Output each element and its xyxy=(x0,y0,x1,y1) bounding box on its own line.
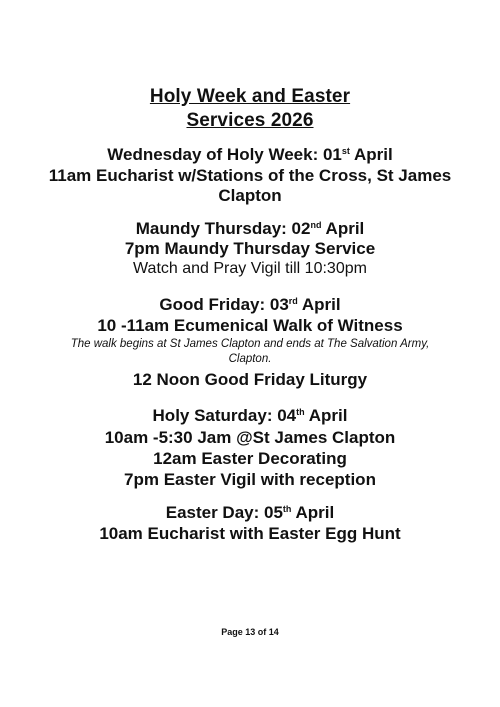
maundy-thursday-service-line: 7pm Maundy Thursday Service xyxy=(124,239,376,258)
good-friday-walk-line: 10 -11am Ecumenical Walk of Witness xyxy=(97,316,403,335)
wednesday-heading: Wednesday of Holy Week: 01st April xyxy=(107,145,393,164)
wednesday-eucharist-line: 11am Eucharist w/Stations of the Cross, St James xyxy=(48,166,452,185)
easter-day-heading: Easter Day: 05th April xyxy=(165,503,335,522)
easter-day-eucharist-line: 10am Eucharist with Easter Egg Hunt xyxy=(99,524,401,543)
page-title-line-1: Holy Week and Easter xyxy=(149,86,351,107)
wednesday-location-line: Clapton xyxy=(218,186,282,205)
good-friday-walk-note-2: Clapton. xyxy=(228,353,272,365)
good-friday-liturgy-line: 12 Noon Good Friday Liturgy xyxy=(132,370,368,389)
page-title-line-2: Services 2026 xyxy=(186,110,314,131)
holy-saturday-vigil-line: 7pm Easter Vigil with reception xyxy=(124,470,376,489)
good-friday-walk-note-1: The walk begins at St James Clapton and ends at The Salvation Army, xyxy=(70,338,430,350)
page-number: Page 13 of 14 xyxy=(221,627,279,637)
maundy-thursday-heading: Maundy Thursday: 02nd April xyxy=(135,219,365,238)
good-friday-heading: Good Friday: 03rd April xyxy=(159,295,341,314)
holy-saturday-heading: Holy Saturday: 04th April xyxy=(152,406,348,425)
maundy-thursday-vigil-line: Watch and Pray Vigil till 10:30pm xyxy=(133,260,367,277)
holy-saturday-jam-line: 10am -5:30 Jam @St James Clapton xyxy=(104,428,396,447)
holy-saturday-decorating-line: 12am Easter Decorating xyxy=(153,449,347,468)
